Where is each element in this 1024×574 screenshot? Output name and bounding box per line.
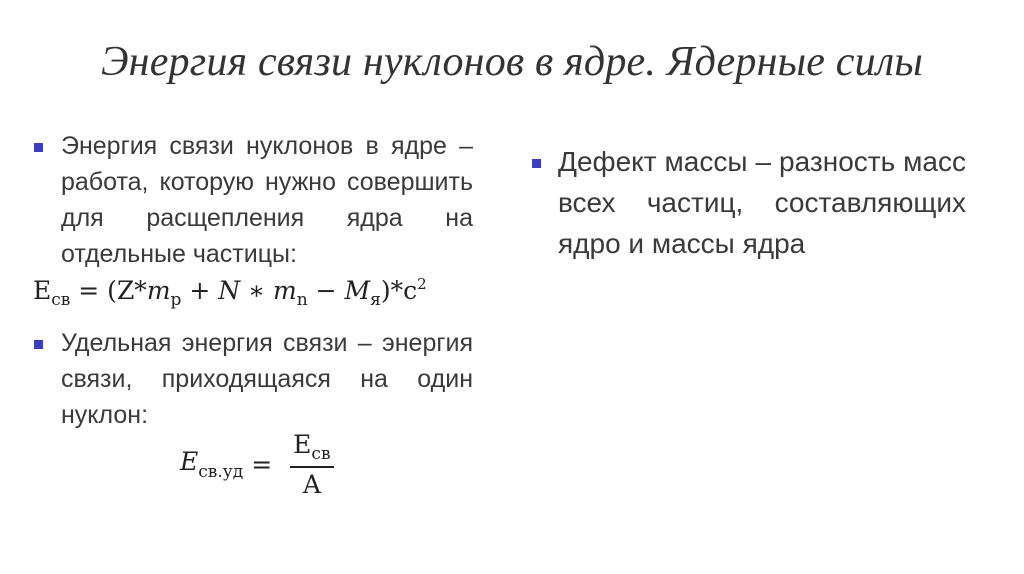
formula-m: m [146, 276, 171, 305]
formula-eq-open: = (Z* [70, 276, 147, 305]
formula2-fraction [290, 430, 333, 499]
formula-star: ∗ [240, 276, 274, 305]
formula-minus: − [307, 276, 345, 305]
formula-square: 2 [417, 275, 427, 293]
slide-title: Энергия связи нуклонов в ядре. Ядерные силы [100, 39, 924, 85]
binding-energy-definition: Энергия связи нуклонов в ядре – работа, которую нужно совершить для расщепления ядра на отдельные частицы: [61, 132, 473, 268]
formula-E: E [33, 276, 52, 305]
formula-close: )*c [380, 276, 418, 305]
formula-M: M [344, 276, 371, 305]
formula2-numerator [290, 430, 333, 468]
formula2-eq: = [251, 450, 273, 479]
formula2-denominator: A [302, 470, 321, 499]
bullet-marker-3 [532, 159, 541, 168]
mass-defect-definition: Дефект массы – разность масс всех частиц, составляющих ядро и массы ядра [558, 146, 966, 259]
formula2-num-E: E [293, 430, 312, 459]
binding-energy-formula [33, 275, 427, 310]
formula2-num-sub: св [311, 444, 331, 464]
bullet-marker-1 [34, 143, 43, 152]
specific-binding-energy-formula [180, 430, 334, 499]
bullet-marker-2 [34, 340, 43, 349]
formula-N: N [218, 276, 241, 305]
formula-m2: m [273, 276, 297, 305]
formula-n-sub: n [296, 290, 308, 310]
formula2-E-sub: св.уд [198, 462, 244, 482]
formula-plus: + [181, 276, 219, 305]
formula2-E: E [180, 447, 199, 476]
formula-p-sub: p [170, 290, 182, 310]
formula-ya-sub: я [370, 290, 381, 310]
specific-binding-energy-definition: Удельная энергия связи – энергия связи, приходящаяся на один нуклон: [61, 329, 473, 429]
formula-E-sub: св [51, 290, 71, 310]
formula2-lhs [180, 447, 243, 482]
